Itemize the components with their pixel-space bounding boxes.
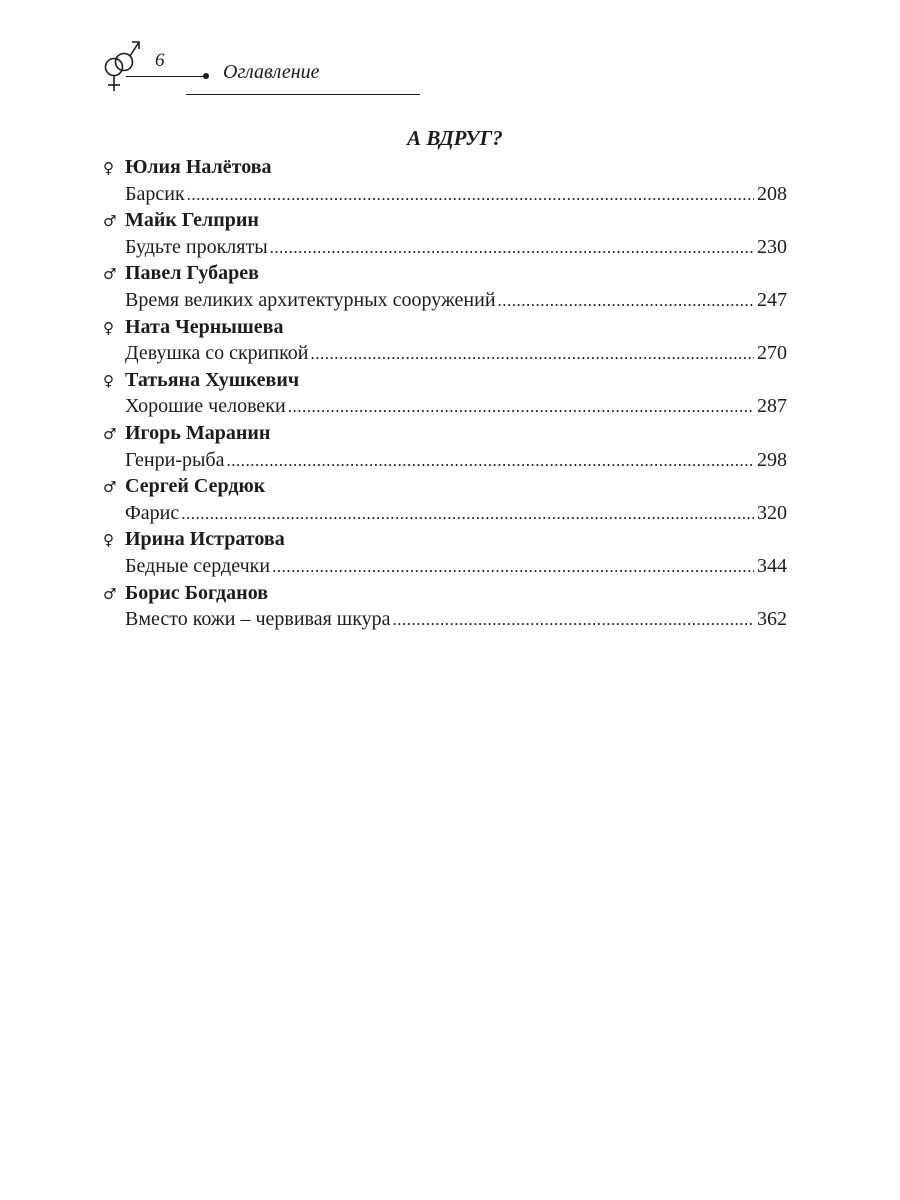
dot-leader <box>187 182 754 209</box>
author-line <box>103 314 787 341</box>
dot-leader <box>226 448 754 475</box>
author-line <box>103 526 787 553</box>
story-line[interactable] <box>103 553 787 580</box>
dot-leader <box>270 235 754 262</box>
author-line <box>103 580 787 607</box>
toc-entry <box>103 526 787 579</box>
toc-entry <box>103 367 787 420</box>
story-line[interactable] <box>103 287 787 314</box>
story-page-number: 230 <box>757 235 787 258</box>
page-number: 6 <box>155 50 165 71</box>
story-line[interactable] <box>103 500 787 527</box>
author-name: Майк Гелприн <box>125 209 259 232</box>
story-line[interactable] <box>103 181 787 208</box>
author-name: Сергей Сердюк <box>125 475 266 498</box>
toc-entry <box>103 580 787 633</box>
male-sign-icon: ♂ <box>103 424 117 443</box>
toc-entry <box>103 473 787 526</box>
story-page-number: 270 <box>757 342 787 365</box>
author-name: Татьяна Хушкевич <box>125 368 300 391</box>
story-title: Девушка со скрипкой <box>125 342 309 365</box>
story-title: Бедные сердечки <box>125 554 271 577</box>
female-sign-icon: ♀ <box>103 159 114 177</box>
dot-leader <box>288 394 754 421</box>
toc-entry <box>103 314 787 367</box>
story-title: Время великих архитектурных сооружений <box>125 288 496 311</box>
story-title: Хорошие человеки <box>125 395 286 418</box>
contents-heading: А ВДРУГ? <box>407 126 503 150</box>
running-header <box>100 34 440 104</box>
story-title: Генри-рыба <box>125 448 225 471</box>
story-line[interactable] <box>103 447 787 474</box>
toc-entry <box>103 154 787 207</box>
author-name: Юлия Налётова <box>125 156 272 178</box>
male-sign-icon: ♂ <box>103 212 117 231</box>
author-line <box>103 154 787 181</box>
author-line <box>103 260 787 287</box>
story-page-number: 298 <box>757 448 787 471</box>
story-title: Будьте прокляты <box>125 235 268 258</box>
author-line <box>103 473 787 500</box>
story-line[interactable] <box>103 393 787 420</box>
dot-leader <box>181 501 754 528</box>
author-line <box>103 367 787 394</box>
male-sign-icon: ♂ <box>103 265 117 284</box>
story-title: Барсик <box>125 182 185 205</box>
story-page-number: 287 <box>757 395 787 418</box>
dot-leader <box>272 554 754 581</box>
story-title: Фарис <box>125 501 180 524</box>
male-sign-icon: ♂ <box>103 478 117 497</box>
header-rule-short <box>126 76 206 77</box>
story-page-number: 362 <box>757 608 787 631</box>
section-title: Оглавление <box>223 61 320 83</box>
dot-leader <box>498 288 754 315</box>
dot-leader <box>393 607 755 634</box>
story-line[interactable] <box>103 234 787 261</box>
story-page-number: 247 <box>757 288 787 311</box>
story-page-number: 320 <box>757 501 787 524</box>
male-sign-icon: ♂ <box>103 584 117 603</box>
author-line <box>103 207 787 234</box>
female-sign-icon: ♀ <box>103 371 114 390</box>
author-name: Ната Чернышева <box>125 315 284 338</box>
author-name: Борис Богданов <box>125 581 268 604</box>
toc-entry <box>103 420 787 473</box>
story-title: Вместо кожи – червивая шкура <box>125 608 391 631</box>
male-female-symbols-icon <box>100 34 144 94</box>
story-line[interactable] <box>103 606 787 633</box>
story-page-number: 344 <box>757 554 787 577</box>
header-rule-dot <box>203 73 209 79</box>
story-line[interactable] <box>103 340 787 367</box>
story-page-number: 208 <box>757 182 787 205</box>
author-name: Павел Губарев <box>125 262 259 285</box>
author-line <box>103 420 787 447</box>
dot-leader <box>311 341 755 368</box>
toc-entry <box>103 207 787 260</box>
female-sign-icon: ♀ <box>103 531 114 550</box>
author-name: Игорь Маранин <box>125 421 271 444</box>
toc-entry <box>103 260 787 313</box>
table-of-contents <box>103 122 787 633</box>
author-name: Ирина Истратова <box>125 528 285 551</box>
header-rule-long <box>186 94 420 95</box>
female-sign-icon: ♀ <box>103 318 114 337</box>
